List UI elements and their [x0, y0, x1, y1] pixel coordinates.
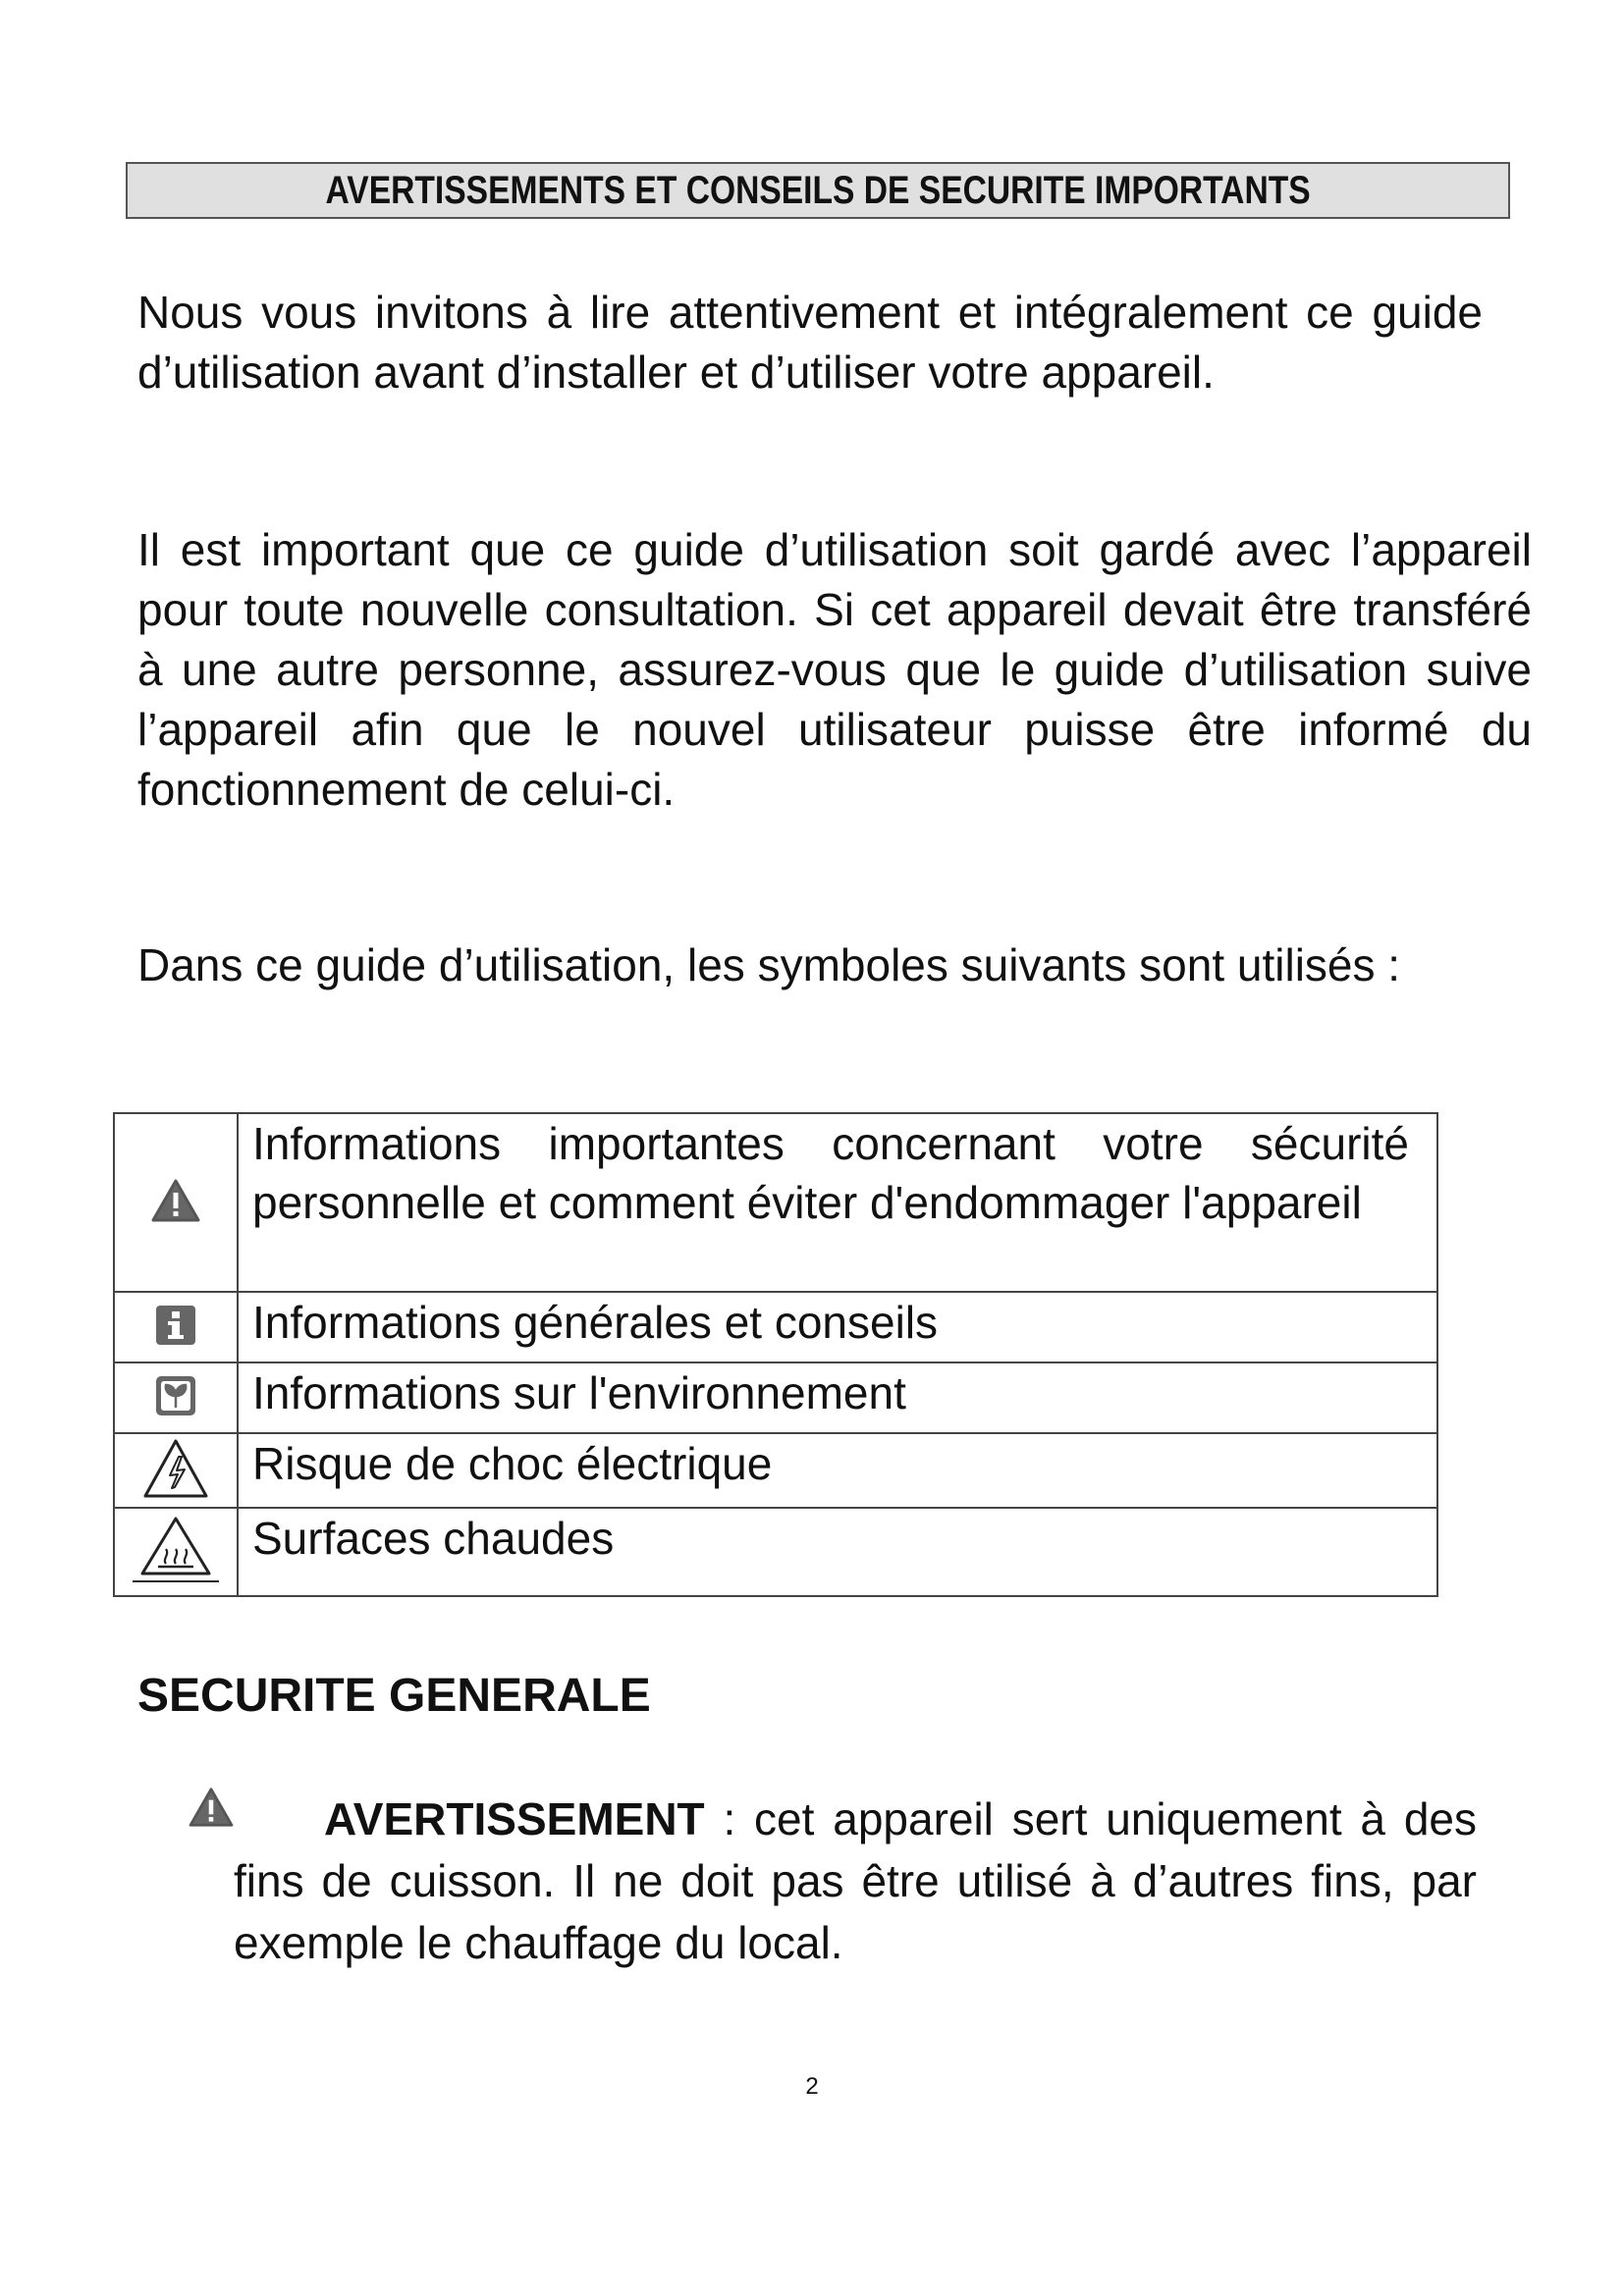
symbol-icon-cell [114, 1113, 238, 1292]
symbol-row-warning [114, 1113, 1437, 1292]
page-title: AVERTISSEMENTS ET CONSEILS DE SECURITE IMPORTANTS [325, 168, 1311, 212]
environment-icon [154, 1374, 197, 1417]
info-icon [154, 1304, 197, 1347]
symbol-text: Risque de choc électrique [238, 1433, 1437, 1508]
warning-triangle-icon [150, 1178, 201, 1223]
symbol-text: Informations importantes concernant votre sécurité personnelle et comment éviter d'endommager l'appareil [238, 1113, 1437, 1292]
page-title-box [126, 162, 1510, 219]
intro-paragraph: Nous vous invitons à lire attentivement et intégralement ce guide d’utilisation avant d’installer et d’utiliser votre appareil. [137, 287, 1483, 398]
symbol-row-electric [114, 1433, 1437, 1508]
symbol-text: Surfaces chaudes [238, 1508, 1437, 1596]
symbol-text: Informations sur l'environnement [238, 1362, 1437, 1433]
symbol-text: Informations générales et conseils [238, 1292, 1437, 1362]
hot-surface-icon [129, 1513, 223, 1587]
symbols-intro-paragraph: Dans ce guide d’utilisation, les symboles suivants sont utilisés : [137, 939, 1401, 990]
page-number: 2 [805, 2073, 819, 2100]
symbols-table [113, 1112, 1438, 1597]
warning-triangle-icon [187, 1787, 236, 1828]
general-safety-warning [234, 1789, 1477, 1974]
electric-shock-icon [141, 1437, 210, 1500]
symbol-icon-cell [114, 1433, 238, 1508]
symbol-icon-cell [114, 1362, 238, 1433]
general-safety-title: SECURITE GENERALE [137, 1670, 651, 1722]
warning-label: AVERTISSEMENT [324, 1793, 705, 1844]
symbol-row-hot-surface [114, 1508, 1437, 1596]
keep-guide-paragraph: Il est important que ce guide d’utilisation soit gardé avec l’appareil pour toute nouvelle consultation. Si cet appareil devait être transféré à une autre personne, assurez-vous que le guide d’utilisation suive l’appareil afin que le nouvel utilisateur puisse être informé du fonctionnement de celui-ci. [137, 524, 1532, 815]
symbol-row-environment [114, 1362, 1437, 1433]
symbol-row-info [114, 1292, 1437, 1362]
warning-text: : cet appareil sert uniquement à des fins de cuisson. Il ne doit pas être utilisé à d’autres fins, par exemple le chauffage du local. [234, 1793, 1477, 1968]
symbol-icon-cell [114, 1292, 238, 1362]
symbol-icon-cell [114, 1508, 238, 1596]
